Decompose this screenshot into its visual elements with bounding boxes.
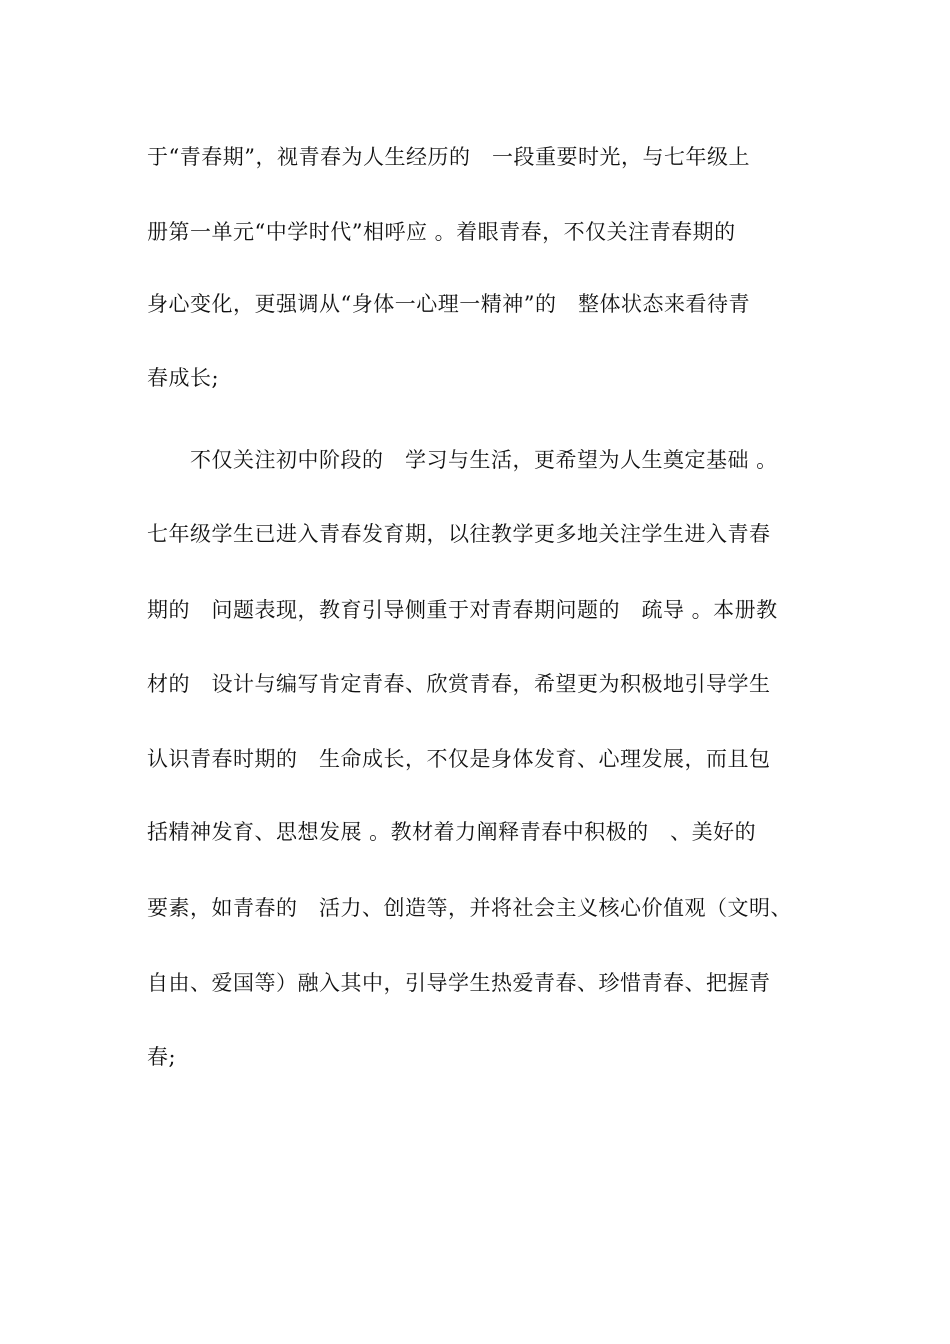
text-line: 自由、爱国等）融入其中，引导学生热爱青春、珍惜青春、把握青: [147, 971, 771, 995]
text-line: 七年级学生已进入青春发育期，以往教学更多地关注学生进入青春: [147, 522, 771, 546]
text-line: 春;: [147, 1045, 177, 1069]
text-line: 春成长;: [147, 366, 220, 390]
text-line: 括精神发育、思想发展 。教材着力阐释青春中积极的 、美好的: [147, 820, 757, 844]
text-line: 册第一单元“中学时代”相呼应 。着眼青春，不仅关注青春期的: [147, 220, 736, 244]
text-line: 认识青春时期的 生命成长，不仅是身体发育、心理发展，而且包: [147, 747, 771, 771]
text-line: 期的 问题表现，教育引导侧重于对青春期问题的 疏导 。本册教: [147, 598, 778, 622]
text-line: 身心变化，更强调从“身体一心理一精神”的 整体状态来看待青: [147, 292, 750, 316]
text-line: 要素，如青春的 活力、创造等，并将社会主义核心价值观（文明、: [147, 896, 792, 920]
text-line: 材的 设计与编写肯定青春、欣赏青春，希望更为积极地引导学生: [147, 672, 771, 696]
paragraph-first-line: 不仅关注初中阶段的 学习与生活，更希望为人生奠定基础 。: [190, 448, 778, 472]
text-line: 于“青春期”，视青春为人生经历的 一段重要时光，与七年级上: [147, 145, 750, 169]
